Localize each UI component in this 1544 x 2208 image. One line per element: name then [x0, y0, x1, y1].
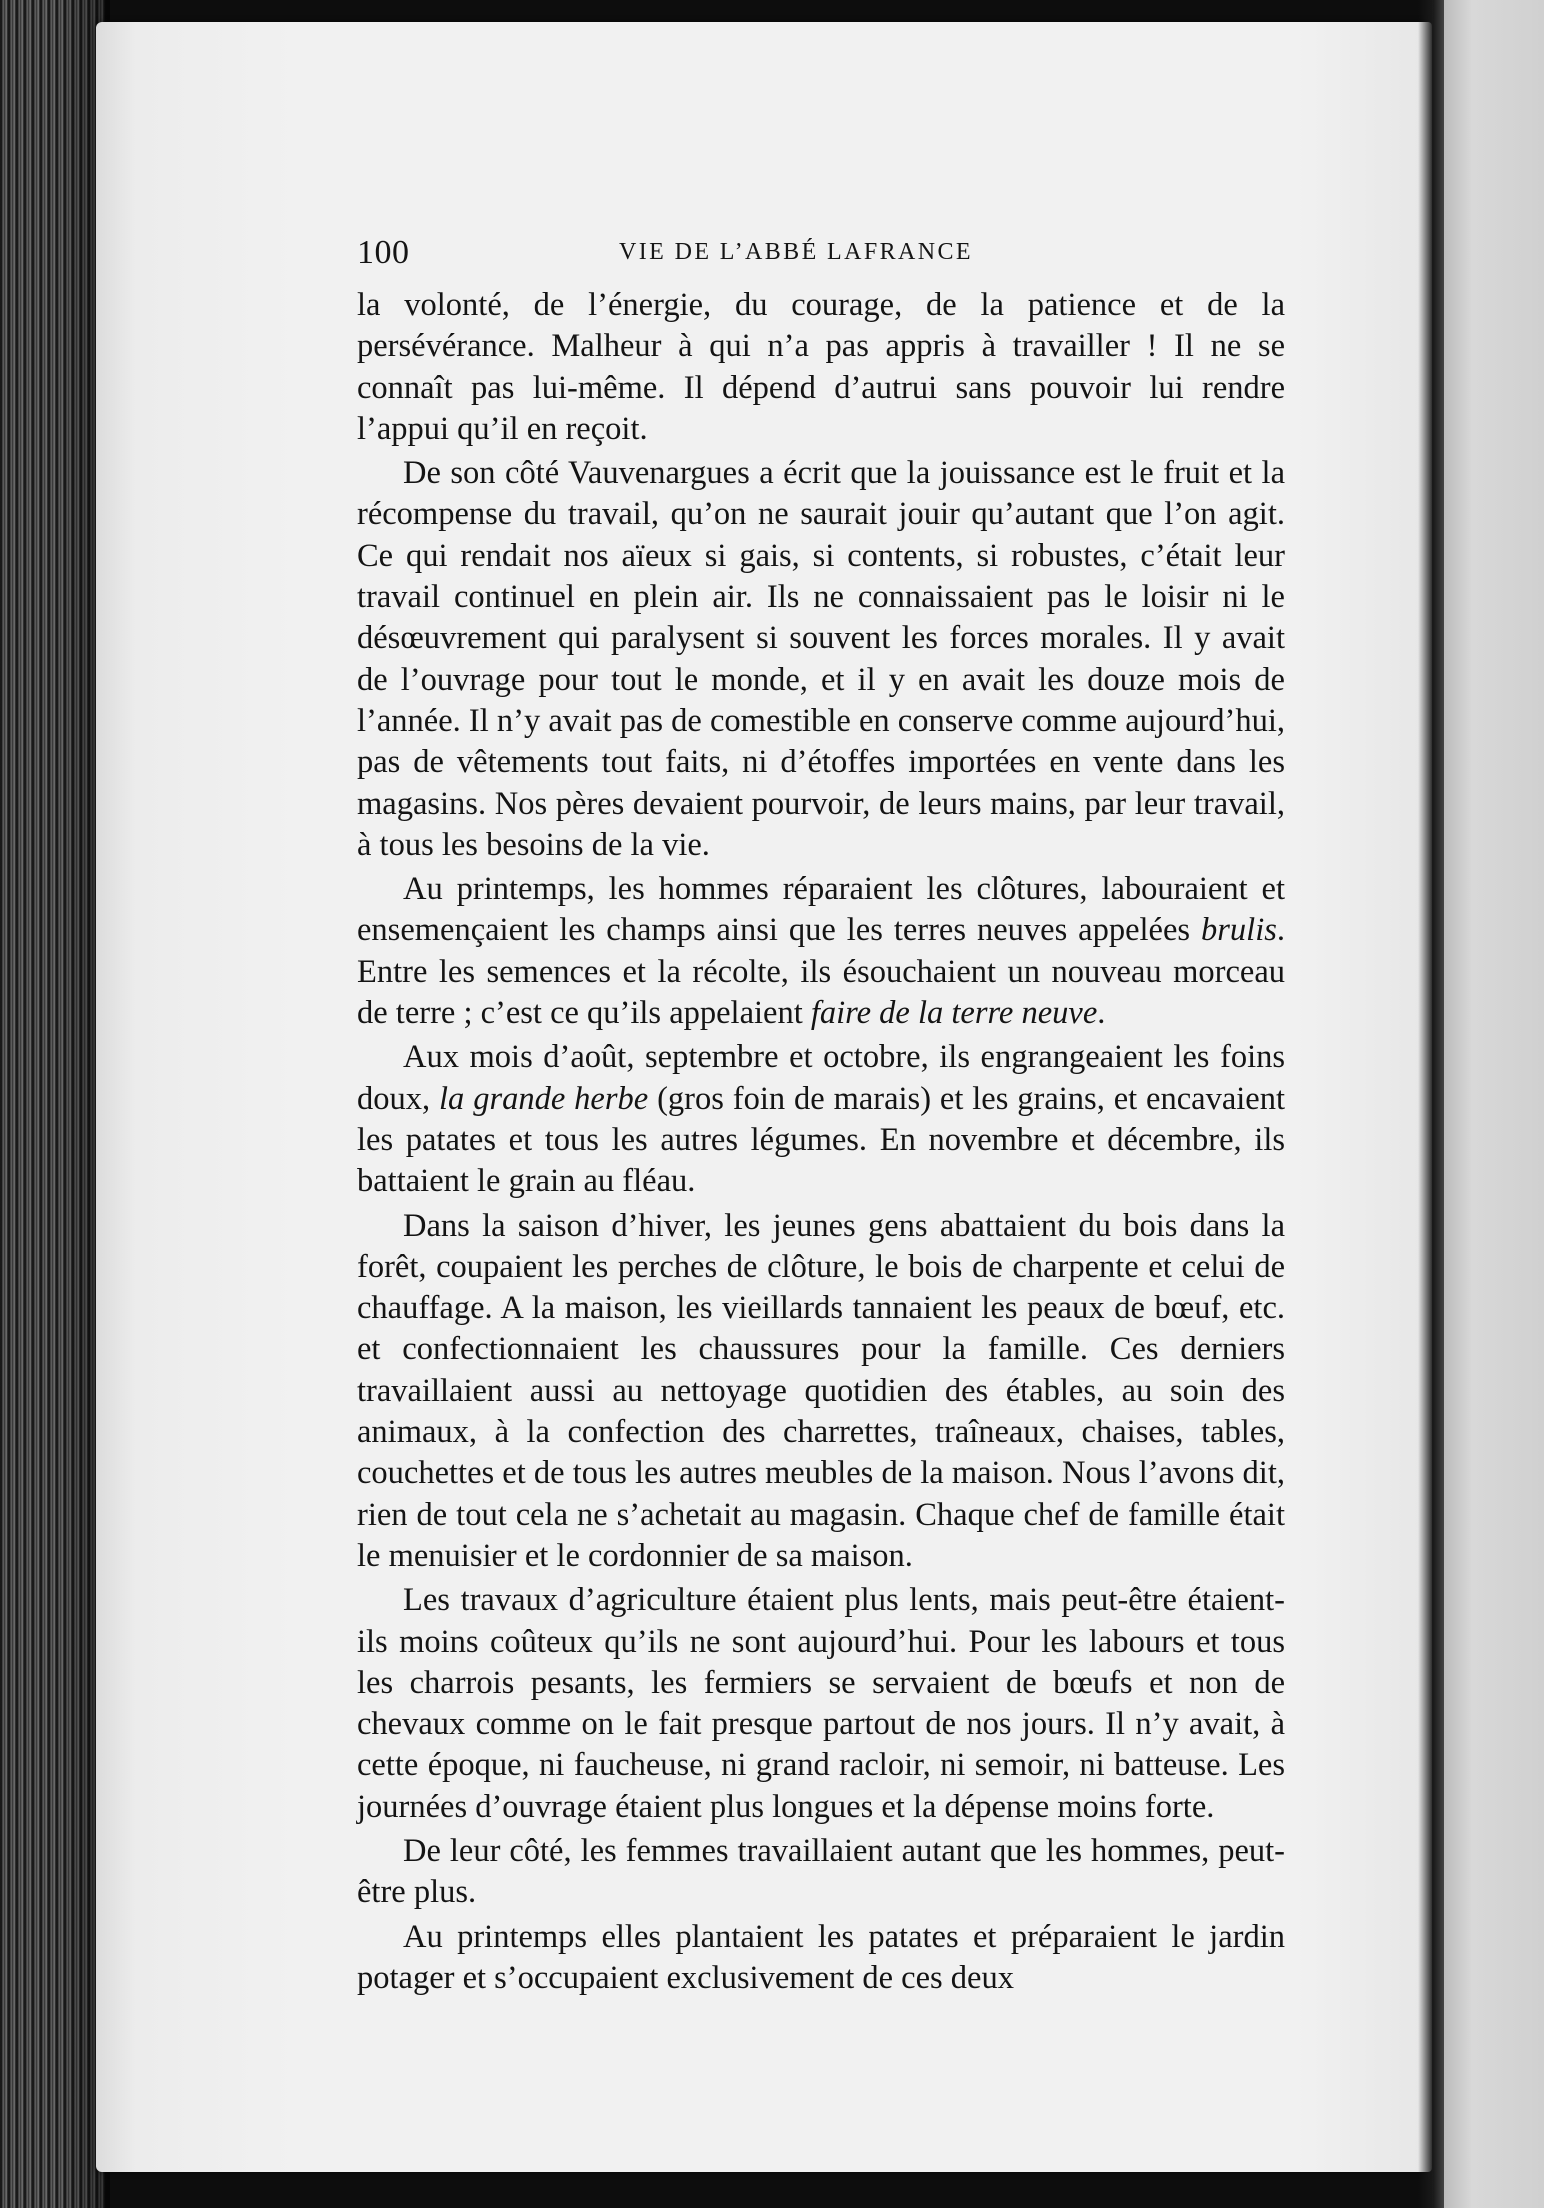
book-gutter	[1418, 0, 1444, 2208]
text-run: la volonté, de l’énergie, du courage, de la patience et de la persévérance. Malheur à qui n’a pas appris à travailler ! Il ne se connaît pas lui-même. Il dépend d’autrui sans pouvoir lui rendre l’appui qu’il en reçoit.	[357, 287, 1285, 447]
paragraph	[357, 1917, 1285, 2000]
paragraph	[357, 453, 1285, 866]
text-run: De leur côté, les femmes travaillaient autant que les hommes, peut-être plus.	[357, 1832, 1285, 1911]
running-head: VIE DE L’ABBÉ LAFRANCE	[619, 239, 973, 265]
paragraph	[357, 869, 1285, 1034]
paragraph	[357, 285, 1285, 450]
page-number: 100	[357, 234, 410, 271]
text-run: Dans la saison d’hiver, les jeunes gens abattaient du bois dans la forêt, coupaient les perches de clôture, le bois de charpente et celui de chauffage. A la maison, les vieillards tannaient les peaux de bœuf, etc. et confectionnaient les chaussures pour la famille. Ces derniers travaillaient aussi au nettoyage quotidien des étables, au soin des animaux, à la confection des charrettes, traîneaux, chaises, tables, couchettes et de tous les autres meubles de la maison. Nous l’avons dit, rien de tout cela ne s’achetait au magasin. Chaque chef de famille était le menuisier et le cordonnier de sa maison.	[357, 1207, 1285, 1574]
paragraph	[357, 1037, 1285, 1202]
italic-phrase: faire de la terre neuve	[810, 995, 1098, 1032]
paragraph	[357, 1206, 1285, 1578]
text-run: Les travaux d’agriculture étaient plus lents, mais peut-être étaient-ils moins coûteux qu’ils ne sont aujourd’hui. Pour les labours et tous les charrois pesants, les fermiers se servaient de bœufs et non de chevaux comme on le fait presque partout de nos jours. Il n’y avait, à cette époque, ni faucheuse, ni grand racloir, ni semoir, ni batteuse. Les journées d’ouvrage étaient plus longues et la dépense moins forte.	[357, 1582, 1285, 1825]
paragraph	[357, 1831, 1285, 1914]
text-run: (gros foin de marais) et les grains, et encavaient les patates et tous les autres légumes. En novembre et décembre, ils battaient le grain au fléau.	[357, 1080, 1285, 1200]
italic-phrase: brulis	[1201, 912, 1277, 949]
text-run: .	[1097, 995, 1106, 1032]
text-run: De son côté Vauvenargues a écrit que la jouissance est le fruit et la récompense du travail, qu’on ne saurait jouir qu’autant que l’on agit. Ce qui rendait nos aïeux si gais, si contents, si robustes, c’était leur travail continuel en plein air. Ils ne connaissaient pas le loisir ni le désœuvrement qui paralysent si souvent les forces morales. Il y avait de l’ouvrage pour tout le monde, et il y en avait les douze mois de l’année. Il n’y avait pas de comestible en conserve comme aujourd’hui, pas de vêtements tout faits, ni d’étoffes importées en vente dans les magasins. Nos pères devaient pourvoir, de leurs mains, par leur travail, à tous les besoins de la vie.	[357, 455, 1285, 863]
text-run: Aux mois d’août, septembre et octobre, ils engrangeaient les foins doux,	[357, 1039, 1285, 1117]
text-run: Au printemps elles plantaient les patates et préparaient le jardin potager et s’occupaient exclusivement de ces deux	[357, 1918, 1285, 1996]
paragraph	[357, 1580, 1285, 1828]
body-text	[357, 285, 1285, 1999]
italic-phrase: la grande herbe	[439, 1080, 649, 1117]
text-run: Au printemps, les hommes réparaient les clôtures, labouraient et ensemençaient les champs ainsi que les terres neuves appelées	[357, 871, 1285, 949]
facing-page-edge	[1432, 0, 1544, 2208]
text-run: . Entre les semences et la récolte, ils ésouchaient un nouveau morceau de terre ; c’est ce qu’ils appelaient	[357, 912, 1285, 1032]
page-header	[357, 234, 1285, 274]
